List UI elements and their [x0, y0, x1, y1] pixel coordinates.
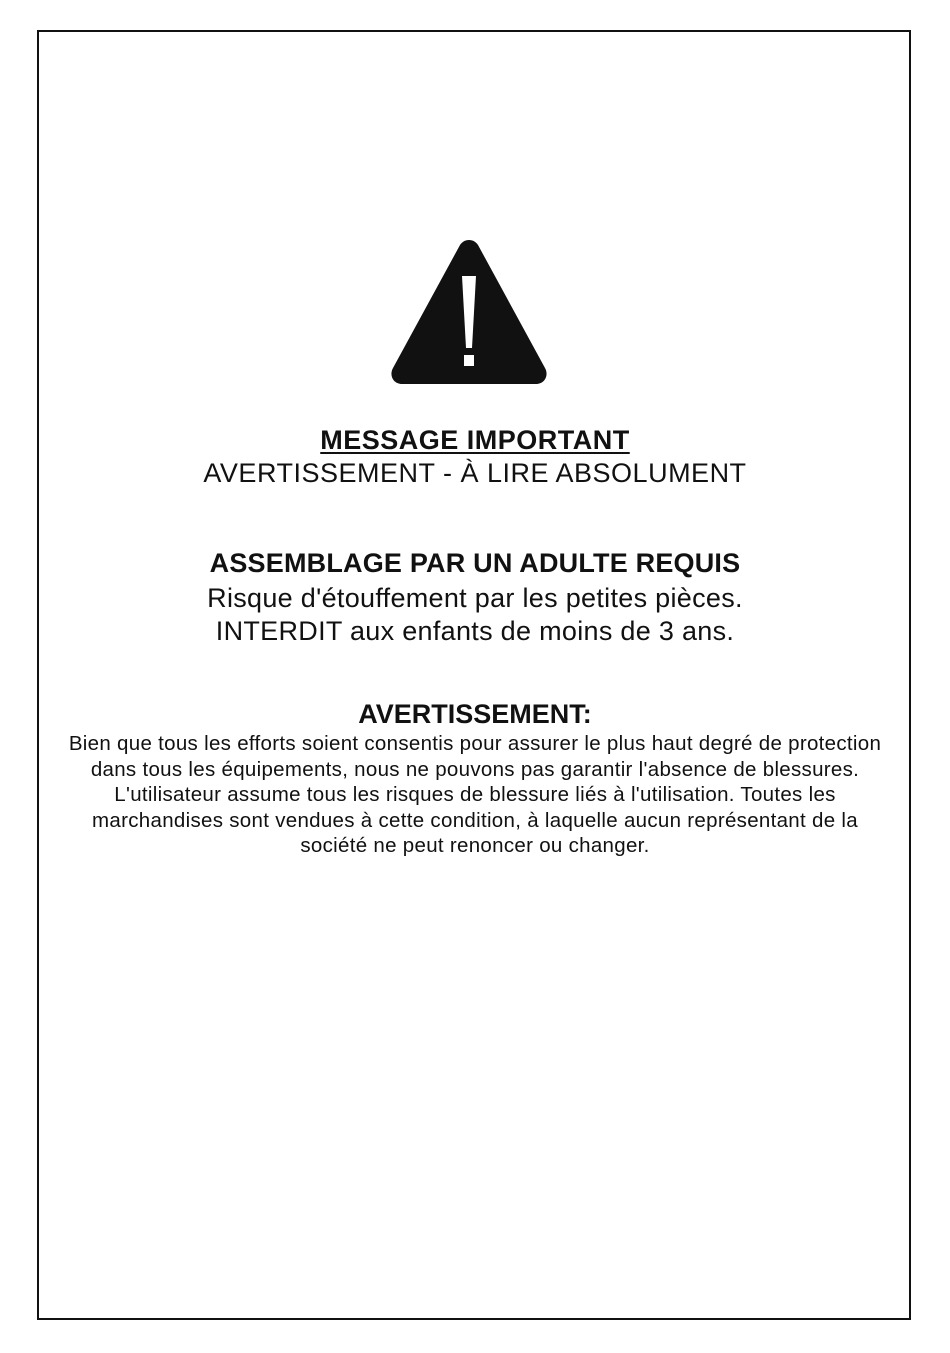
age-restriction-text: INTERDIT aux enfants de moins de 3 ans.	[215, 616, 735, 646]
page-border	[37, 30, 911, 1320]
warning-triangle-icon	[388, 236, 550, 387]
important-message-title: MESSAGE IMPORTANT	[320, 425, 630, 455]
warning-title: AVERTISSEMENT:	[358, 699, 592, 729]
adult-assembly-title: ASSEMBLAGE PAR UN ADULTE REQUIS	[209, 548, 741, 578]
warning-body-text: Bien que tous les efforts soient consentis pour assurer le plus haut degré de protection dans tous les équipements, nous ne pouvons pas garantir l'absence de blessures. L'utilisateur assume tous les risques de blessure liés à l'utilisation. Toutes les marchandises sont vendues à cette condition, à laquelle aucun représentant de la société ne peut renoncer ou changer.	[68, 732, 882, 857]
must-read-subtitle: AVERTISSEMENT - À LIRE ABSOLUMENT	[203, 458, 747, 488]
choking-hazard-text: Risque d'étouffement par les petites pièces.	[207, 583, 743, 613]
